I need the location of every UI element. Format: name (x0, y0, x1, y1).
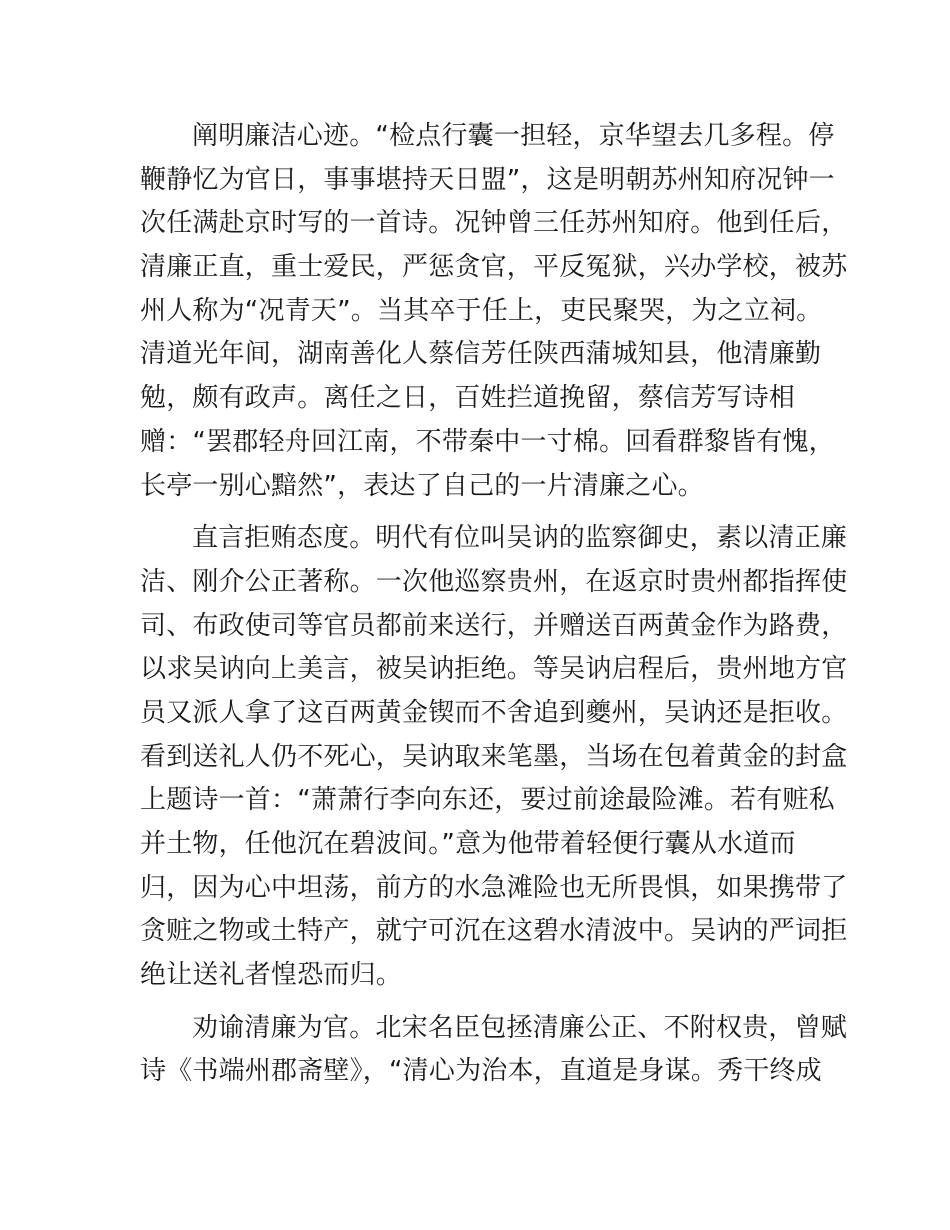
text-line: 赠：“罢郡轻舟回江南，不带秦中一寸棉。回看群黎皆有愧， (140, 426, 835, 457)
text-line: 看到送礼人仍不死心，吴讷取来笔墨，当场在包着黄金的封盒 (140, 741, 848, 772)
text-line: 归，因为心中坦荡，前方的水急滩险也无所畏惧，如果携带了 (140, 872, 848, 903)
text-line: 上题诗一首：“萧萧行李向东还，要过前途最险滩。若有赃私 (140, 785, 835, 816)
document-body (140, 115, 848, 1094)
text-line: 诗《书端州郡斋壁》，“清心为治本，直道是身谋。秀干终成 (140, 1056, 822, 1087)
paragraph-2 (140, 517, 848, 998)
paragraph-1 (140, 115, 848, 508)
paragraph-3 (140, 1007, 848, 1094)
text-line: 并土物，任他沉在碧波间。”意为他带着轻便行囊从水道而 (140, 829, 796, 859)
text-line: 以求吴讷向上美言，被吴讷拒绝。等吴讷启程后，贵州地方官 (140, 654, 848, 685)
text-line: 贪赃之物或土特产，就宁可沉在这碧水清波中。吴讷的严词拒 (140, 916, 848, 947)
text-line: 鞭静忆为官日，事事堪持天日盟”，这是明朝苏州知府况钟一 (140, 164, 835, 195)
text-line: 直言拒贿态度。明代有位叫吴讷的监察御史，素以清正廉 (192, 523, 848, 554)
text-line: 勉，颇有政声。离任之日，百姓拦道挽留，蔡信芳写诗相 (140, 383, 796, 414)
text-line: 员又派人拿了这百两黄金锲而不舍追到夔州，吴讷还是拒收。 (140, 697, 848, 728)
text-line: 绝让送礼者惶恐而归。 (140, 960, 403, 991)
text-line: 洁、刚介公正著称。一次他巡察贵州，在返京时贵州都指挥使 (140, 566, 848, 597)
text-line: 清廉正直，重士爱民，严惩贪官，平反冤狱，兴办学校，被苏 (140, 252, 848, 283)
paragraph-spacer (140, 508, 815, 517)
paragraph-spacer (140, 998, 815, 1007)
text-line: 阐明廉洁心迹。“检点行囊一担轻，京华望去几多程。停 (192, 121, 835, 151)
text-line: 长亭一别心黯然”，表达了自己的一片清廉之心。 (140, 470, 704, 501)
text-line: 劝谕清廉为官。北宋名臣包拯清廉公正、不附权贵，曾赋 (192, 1012, 848, 1043)
text-line: 次任满赴京时写的一首诗。况钟曾三任苏州知府。他到任后， (140, 208, 848, 239)
text-line: 州人称为“况青天”。当其卒于任上，吏民聚哭，为之立祠。 (140, 295, 823, 326)
text-line: 清道光年间，湖南善化人蔡信芳任陕西蒲城知县，他清廉勤 (140, 339, 822, 370)
text-line: 司、布政使司等官员都前来送行，并赠送百两黄金作为路费， (140, 610, 848, 641)
